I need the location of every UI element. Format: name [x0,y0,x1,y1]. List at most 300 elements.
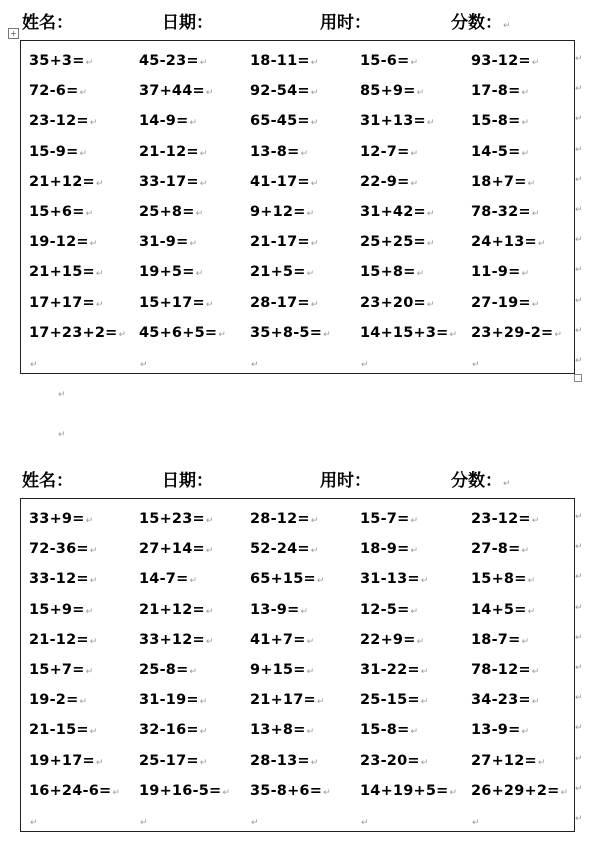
problem-text: 35-8+6= [250,782,323,799]
problem-cell[interactable] [360,602,418,618]
problem-cell[interactable] [471,234,546,250]
problem-cell[interactable] [29,83,87,99]
paragraph-mark-icon: ↵ [310,178,319,189]
problem-text: 25+8= [139,204,195,220]
problem-text: 18-9= [360,541,410,558]
paragraph-mark-icon: ↵ [85,209,94,219]
empty-cell [29,355,38,371]
problem-text: 25+25= [360,234,426,251]
empty-cell [360,813,369,829]
header-label-time-text: 用时： [320,13,371,33]
paragraph-mark-icon: ↵ [521,118,530,129]
problem-cell[interactable] [250,53,318,69]
problem-cell[interactable] [360,753,428,769]
problem-text: 15+23= [139,511,205,527]
problem-text: 22+9= [360,631,416,648]
paragraph-mark-icon: ↵ [89,636,98,647]
paragraph-mark-icon: ↵ [199,58,208,68]
problem-cell[interactable] [139,541,214,557]
problem-text: 27+12= [471,752,537,769]
table-row [21,541,574,571]
paragraph-mark-icon: ↵ [195,269,204,280]
problem-cell[interactable] [360,692,428,708]
paragraph-mark-icon: ↵ [531,697,540,708]
problem-cell[interactable] [360,295,435,311]
table-row [21,234,574,264]
empty-cell [250,813,259,829]
paragraph-mark-icon: ↵ [205,88,214,99]
paragraph-mark-icon: ↵ [89,118,98,129]
paragraph-mark-icon: ↵ [361,360,369,370]
problem-cell[interactable] [29,113,97,129]
table-row [21,722,574,752]
problem-cell[interactable] [139,325,226,341]
problem-cell[interactable] [29,753,104,769]
problem-text: 33+9= [29,511,85,527]
problem-text: 13-9= [471,722,521,739]
problem-text: 33+12= [139,631,205,648]
paragraph-mark-icon: ↵ [316,697,325,708]
paragraph-mark-icon: ↵ [416,636,425,647]
table-row [21,83,574,113]
paragraph-mark-icon: ↵ [554,329,563,340]
paragraph-mark-icon: ↵ [306,209,315,219]
header-label-date [162,466,213,491]
header-label-date-text: 日期： [162,471,213,491]
problem-text: 9+12= [250,204,306,220]
problem-table [20,40,575,374]
problem-cell[interactable] [360,144,418,160]
problem-text: 14-9= [139,113,189,130]
table-row [21,632,574,662]
paragraph-mark-icon: ↵ [189,118,198,129]
problem-text: 85+9= [360,83,416,100]
problem-text: 52-24= [250,541,310,558]
paragraph-mark-icon: ↵ [199,757,208,768]
problem-cell[interactable] [250,234,318,250]
problem-cell[interactable] [471,662,539,678]
problem-text: 28-12= [250,511,310,527]
problem-text: 17+23+2= [29,324,118,341]
paragraph-mark-icon: ↵ [218,329,226,340]
problem-text: 45-23= [139,53,199,69]
problem-text: 14+5= [471,601,527,618]
problem-text: 37+44= [139,83,205,100]
paragraph-mark-icon: ↵ [449,329,458,340]
empty-paragraph-mark-icon: ↵ [58,430,66,440]
problem-cell[interactable] [471,144,529,160]
empty-cell [360,355,369,371]
problem-cell[interactable] [29,632,97,648]
paragraph-mark-icon: ↵ [420,667,429,677]
problem-cell[interactable] [139,204,203,220]
paragraph-mark-icon: ↵ [205,606,214,617]
problem-text: 28-13= [250,752,310,769]
problem-cell[interactable] [139,753,207,769]
paragraph-mark-icon: ↵ [89,546,98,557]
paragraph-mark-icon: ↵ [323,787,331,798]
problem-cell[interactable] [360,541,418,557]
problem-cell[interactable] [250,264,314,280]
problem-text: 12-7= [360,143,410,160]
problem-text: 21+12= [29,173,95,190]
paragraph-mark-icon: ↵ [410,727,419,738]
problem-cell[interactable] [360,113,435,129]
problem-cell[interactable] [29,174,104,190]
problem-text: 15-8= [360,722,410,739]
problem-text: 65-45= [250,113,310,130]
problem-cell[interactable] [471,113,529,129]
problem-cell[interactable] [250,783,331,799]
problem-text: 17-8= [471,83,521,100]
problem-text: 25-17= [139,752,199,769]
row-end-mark-icon: ↵ [575,632,583,643]
row-end-mark-icon: ↵ [575,325,583,336]
problem-text: 26+29+2= [471,782,560,799]
problem-text: 27-8= [471,541,521,558]
problem-cell[interactable] [471,632,529,648]
paragraph-mark-icon: ↵ [205,516,214,526]
problem-text: 15-8= [471,113,521,130]
table-move-handle-icon[interactable]: + [8,28,19,39]
problem-cell[interactable] [471,722,529,738]
table-row [21,511,574,541]
paragraph-mark-icon: ↵ [89,727,98,738]
problem-text: 21+17= [250,692,316,709]
table-row [21,692,574,722]
problem-cell[interactable] [360,511,418,527]
problem-cell[interactable] [360,53,418,69]
problem-cell[interactable] [250,602,308,618]
paragraph-mark-icon: ↵ [531,58,540,68]
problem-cell[interactable] [29,325,126,341]
problem-text: 14-5= [471,143,521,160]
problem-cell[interactable] [250,174,318,190]
paragraph-mark-icon: ↵ [195,209,204,219]
header-label-score [451,8,511,33]
problem-cell[interactable] [139,571,197,587]
problem-cell[interactable] [139,234,197,250]
empty-paragraph-mark-icon: ↵ [58,390,66,400]
problem-cell[interactable] [139,264,203,280]
paragraph-mark-icon: ↵ [85,606,94,617]
problem-cell[interactable] [139,783,230,799]
problem-cell[interactable] [471,174,535,190]
problem-text: 31+42= [360,204,426,220]
paragraph-mark-icon: ↵ [85,58,94,68]
paragraph-mark-icon: ↵ [426,118,435,129]
problem-cell[interactable] [471,692,539,708]
problem-cell[interactable] [139,511,214,527]
row-end-mark-icon: ↵ [575,783,583,794]
paragraph-mark-icon: ↵ [199,148,208,159]
problem-cell[interactable] [250,295,318,311]
paragraph-mark-icon: ↵ [527,576,536,587]
paragraph-mark-icon: ↵ [410,516,419,526]
problem-text: 31-22= [360,662,420,678]
paragraph-mark-icon: ↵ [310,299,319,310]
problem-cell[interactable] [471,783,568,799]
table-row [21,662,574,692]
problem-text: 34-23= [471,692,531,709]
problem-cell[interactable] [29,571,97,587]
table-row [21,753,574,783]
row-end-mark-icon: ↵ [575,723,583,734]
problem-cell[interactable] [360,632,424,648]
problem-cell[interactable] [29,204,93,220]
problem-text: 21+15= [29,264,95,281]
problem-text: 15-9= [29,143,79,160]
problem-text: 18+7= [471,173,527,190]
empty-cell [471,355,480,371]
problem-text: 19+17= [29,752,95,769]
problem-cell[interactable] [29,602,93,618]
paragraph-mark-icon: ↵ [300,606,309,617]
problem-cell[interactable] [471,53,539,69]
problem-cell[interactable] [360,234,435,250]
header-label-date-text: 日期： [162,13,213,33]
row-end-mark-icon: ↵ [575,356,583,366]
paragraph-mark-icon: ↵ [140,360,148,370]
problem-cell[interactable] [139,83,214,99]
table-row [21,144,574,174]
row-end-mark-icon: ↵ [575,512,583,522]
problem-cell[interactable] [250,541,318,557]
problem-cell[interactable] [29,783,120,799]
problem-cell[interactable] [29,541,97,557]
paragraph-mark-icon: ↵ [426,299,435,310]
table-row [21,783,574,813]
paragraph-mark-icon: ↵ [79,88,88,99]
problem-cell[interactable] [139,722,207,738]
problem-cell[interactable] [250,83,318,99]
paragraph-mark-icon: ↵ [306,667,315,677]
paragraph-mark-icon: ↵ [310,546,319,557]
paragraph-mark-icon: ↵ [79,148,88,159]
problem-cell[interactable] [471,571,535,587]
problem-cell[interactable] [360,83,424,99]
paragraph-mark-icon: ↵ [118,329,127,340]
problem-text: 41+7= [250,631,306,648]
problem-cell[interactable] [250,144,308,160]
problem-cell[interactable] [29,53,93,69]
problem-cell[interactable] [360,204,435,220]
problem-cell[interactable] [250,662,314,678]
paragraph-mark-icon: ↵ [531,209,540,219]
empty-cell [250,355,259,371]
problem-cell[interactable] [29,144,87,160]
paragraph-mark-icon: ↵ [205,546,214,557]
problem-cell[interactable] [250,632,314,648]
problem-text: 35+8-5= [250,324,323,341]
header-label-name [22,466,73,491]
problem-text: 14+19+5= [360,782,449,799]
problem-text: 21-15= [29,722,89,739]
paragraph-mark-icon: ↵ [30,818,38,828]
problem-cell[interactable] [29,662,93,678]
problem-text: 92-54= [250,83,310,100]
problem-cell[interactable] [471,83,529,99]
paragraph-mark-icon: ↵ [89,576,98,587]
problem-cell[interactable] [250,113,318,129]
problem-text: 23-20= [360,752,420,769]
problem-cell[interactable] [360,662,428,678]
row-end-mark-icon: ↵ [575,235,583,246]
problem-text: 22-9= [360,173,410,190]
problem-cell[interactable] [250,204,314,220]
problem-cell[interactable] [471,541,529,557]
paragraph-mark-icon: ↵ [503,479,511,489]
problem-cell[interactable] [360,325,457,341]
empty-cell [29,813,38,829]
table-row [21,571,574,601]
empty-cell [139,813,148,829]
problem-cell[interactable] [471,753,546,769]
problem-text: 15-6= [360,53,410,69]
problem-cell[interactable] [139,662,197,678]
paragraph-mark-icon: ↵ [323,329,331,340]
problem-text: 16+24-6= [29,782,112,799]
problem-cell[interactable] [139,632,214,648]
problem-cell[interactable] [471,325,562,341]
table-row [21,602,574,632]
problem-cell[interactable] [29,264,104,280]
problem-text: 72-6= [29,83,79,100]
paragraph-mark-icon: ↵ [95,269,104,280]
problem-text: 31-19= [139,692,199,709]
problem-text: 17+17= [29,294,95,311]
problem-cell[interactable] [471,295,539,311]
paragraph-mark-icon: ↵ [306,727,315,738]
paragraph-mark-icon: ↵ [189,239,198,250]
problem-text: 15+7= [29,662,85,678]
problem-cell[interactable] [139,692,207,708]
problem-cell[interactable] [471,602,535,618]
paragraph-mark-icon: ↵ [537,239,546,250]
problem-cell[interactable] [471,511,539,527]
header-label-score-text: 分数： [451,471,502,491]
paragraph-mark-icon: ↵ [521,88,530,99]
problem-text: 9+15= [250,662,306,678]
problem-cell[interactable] [250,692,325,708]
row-end-mark-icon: ↵ [575,144,583,155]
paragraph-mark-icon: ↵ [472,818,480,828]
problem-text: 78-32= [471,204,531,220]
problem-cell[interactable] [360,174,418,190]
problem-cell[interactable] [139,144,207,160]
problem-text: 19-12= [29,234,89,251]
paragraph-mark-icon: ↵ [521,148,530,159]
problem-text: 23-12= [29,113,89,130]
problem-cell[interactable] [139,602,214,618]
paragraph-mark-icon: ↵ [361,818,369,828]
problem-text: 21-12= [139,143,199,160]
paragraph-mark-icon: ↵ [521,546,530,557]
problem-cell[interactable] [29,692,87,708]
row-end-mark-icon: ↵ [575,205,583,215]
paragraph-mark-icon: ↵ [300,148,309,159]
problem-text: 93-12= [471,53,531,69]
paragraph-mark-icon: ↵ [222,787,231,798]
table-resize-handle[interactable] [574,374,582,382]
problem-text: 14+15+3= [360,324,449,341]
paragraph-mark-icon: ↵ [251,360,259,370]
problem-cell[interactable] [29,511,93,527]
problem-cell[interactable] [360,264,424,280]
problem-text: 15+9= [29,601,85,618]
problem-text: 21-17= [250,234,310,251]
problem-cell[interactable] [139,295,214,311]
row-end-mark-icon: ↵ [575,84,583,95]
paragraph-mark-icon: ↵ [95,299,104,310]
paragraph-mark-icon: ↵ [85,667,94,677]
problem-text: 18-11= [250,53,310,69]
problem-text: 18-7= [471,631,521,648]
problem-cell[interactable] [29,722,97,738]
paragraph-mark-icon: ↵ [251,818,259,828]
problem-text: 25-15= [360,692,420,709]
problem-cell[interactable] [360,722,418,738]
paragraph-mark-icon: ↵ [79,697,88,708]
problem-cell[interactable] [250,722,314,738]
problem-cell[interactable] [360,783,457,799]
problem-cell[interactable] [29,234,97,250]
paragraph-mark-icon: ↵ [310,88,319,99]
problem-cell[interactable] [250,511,318,527]
row-end-mark-icon: ↵ [575,54,583,64]
worksheet-header [22,8,582,32]
paragraph-mark-icon: ↵ [310,757,319,768]
problem-cell[interactable] [250,571,325,587]
problem-cell[interactable] [139,174,207,190]
header-label-time [320,8,371,33]
paragraph-mark-icon: ↵ [527,178,536,189]
header-label-name-text: 姓名： [22,13,73,33]
paragraph-mark-icon: ↵ [449,787,458,798]
problem-text: 45+6+5= [139,324,218,341]
table-row [21,204,574,234]
header-label-score [451,466,511,491]
paragraph-mark-icon: ↵ [521,727,530,738]
paragraph-mark-icon: ↵ [95,178,104,189]
problem-text: 13-9= [250,601,300,618]
table-end-row [21,813,574,843]
problem-cell[interactable] [471,204,539,220]
row-end-mark-icon: ↵ [575,663,583,673]
problem-cell[interactable] [250,325,331,341]
problem-cell[interactable] [29,295,104,311]
problem-cell[interactable] [250,753,318,769]
header-label-score-text: 分数： [451,13,502,33]
problem-text: 27-19= [471,294,531,311]
paragraph-mark-icon: ↵ [89,239,98,250]
problem-text: 31-13= [360,571,420,588]
problem-cell[interactable] [471,264,529,280]
problem-cell[interactable] [139,113,197,129]
problem-cell[interactable] [360,571,428,587]
paragraph-mark-icon: ↵ [531,299,540,310]
paragraph-mark-icon: ↵ [410,606,419,617]
empty-cell [471,813,480,829]
problem-text: 15+17= [139,294,205,311]
header-label-name [22,8,73,33]
problem-text: 15+6= [29,204,85,220]
paragraph-mark-icon: ↵ [527,606,536,617]
problem-cell[interactable] [139,53,207,69]
row-end-mark-icon: ↵ [575,753,583,764]
table-row [21,53,574,83]
row-end-mark-icon: ↵ [575,572,583,583]
